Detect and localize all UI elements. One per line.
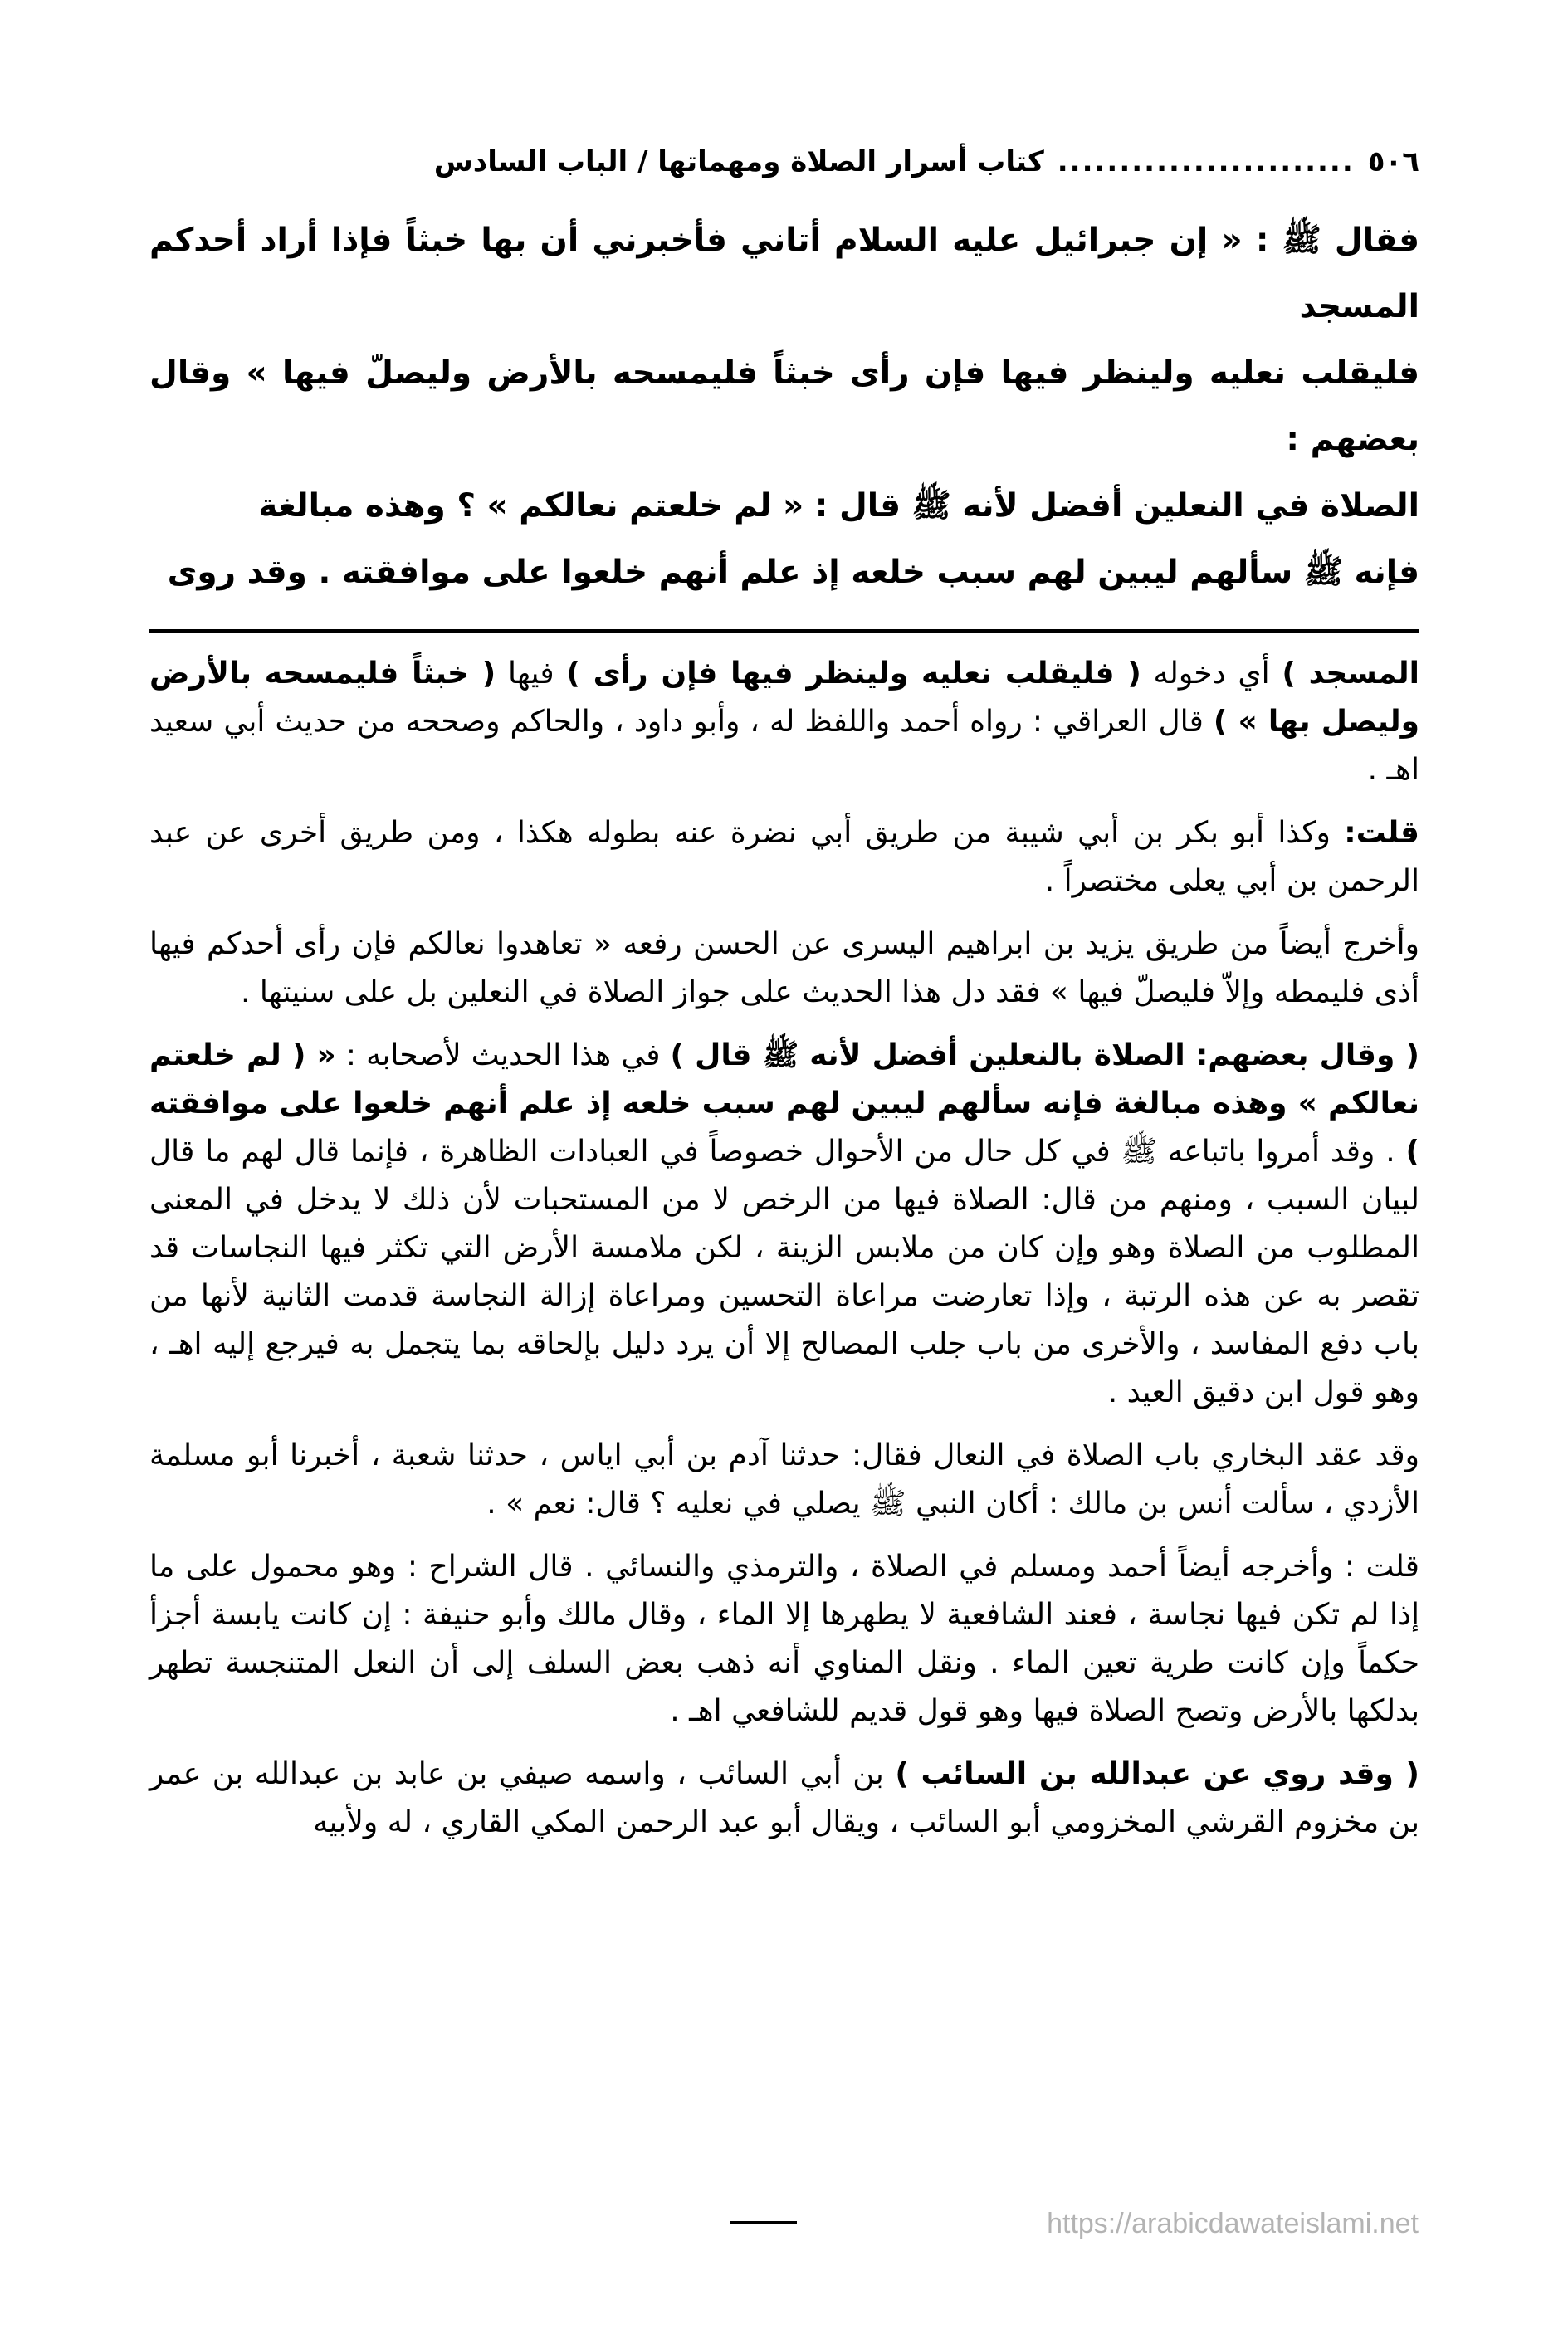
commentary-paragraph — [149, 1432, 1419, 1528]
quoted-matn-segment: قلت: — [1344, 816, 1419, 850]
quoted-matn-segment: « ( لم خلعتم نعالكم » وهذه مبالغة فإنه سألهم ليبين لهم سبب خلعه إذ علم أنهم خلعوا على موافقته ) — [149, 1038, 1419, 1169]
commentary-segment: قلت : وأخرجه أيضاً أحمد ومسلم في الصلاة ، والترمذي والنسائي . قال الشراح : وهو محمول على ما إذا لم تكن فيها نجاسة ، فعند الشافعية لا يطهرها إلا الماء ، وقال مالك وأبو حنيفة : إن كانت يابسة أجزأ حكماً وإن كانت طرية تعين الماء . ونقل المناوي أنه ذهب بعض السلف إلى أن النعل المتنجسة تطهر بدلكها بالأرض وتصح الصلاة فيها وهو قول قديم للشافعي اهـ . — [149, 1550, 1419, 1728]
running-title: كتاب أسرار الصلاة ومهماتها / الباب السادس — [433, 145, 1044, 178]
commentary-segment: فيها — [496, 657, 567, 691]
main-text-line: الصلاة في النعلين أفضل لأنه ﷺ قال : « لم خلعتم نعالكم » ؟ وهذه مبالغة — [258, 487, 1419, 525]
commentary-segment: أي دخوله — [1141, 657, 1282, 691]
quoted-matn-segment: ( فليقلب نعليه ولينظر فيها فإن رأى ) — [566, 657, 1141, 691]
commentary-paragraph — [149, 1032, 1419, 1417]
quoted-matn-segment: ( وقد روي عن عبدالله بن السائب ) — [895, 1757, 1419, 1791]
commentary-paragraph — [149, 921, 1419, 1017]
main-text-line: فقال ﷺ : « إن جبرائيل عليه السلام أتاني فأخبرني أن بها خبثاً فإذا أراد أحدكم المسجد — [149, 222, 1419, 325]
page-number: ٥٠٦ — [1367, 145, 1419, 178]
commentary-segment: بن أبي السائب ، واسمه صيفي بن عابد بن عبدالله بن عمر بن مخزوم القرشي المخزومي أبو السائب ، ويقال أبو عبد الرحمن المكي القاري ، له ولأبيه — [149, 1757, 1419, 1839]
quoted-matn-segment: ( وقال بعضهم: الصلاة بالنعلين أفضل لأنه ﷺ قال ) — [670, 1038, 1419, 1072]
commentary-segment: وأخرج أيضاً من طريق يزيد بن ابراهيم اليسرى عن الحسن رفعه « تعاهدوا نعالكم فإن رأى أحدكم فيها أذى فليمطه وإلاّ فليصلّ فيها » فقد دل هذا الحديث على جواز الصلاة في النعلين بل على سنيتها . — [149, 927, 1419, 1009]
commentary-paragraph — [149, 1543, 1419, 1736]
commentary-segment: قال العراقي : رواه أحمد واللفظ له ، وأبو داود ، والحاكم وصححه من حديث أبي سعيد اهـ . — [149, 705, 1419, 787]
commentary-segment: في هذا الحديث لأصحابه : — [335, 1038, 671, 1072]
footer-rule — [730, 2221, 797, 2224]
main-text-line: فليقلب نعليه ولينظر فيها فإن رأى خبثاً فليمسحه بالأرض وليصلّ فيها » وقال بعضهم : — [149, 354, 1419, 458]
leader-dots: ........................ — [1057, 145, 1355, 178]
running-header — [149, 125, 1419, 199]
main-text-line: فإنه ﷺ سألهم ليبين لهم سبب خلعه إذ علم أنهم خلعوا على موافقته . وقد روى — [167, 554, 1419, 591]
quoted-matn-segment: المسجد ) — [1282, 657, 1419, 691]
commentary-segment: وقد عقد البخاري باب الصلاة في النعال فقال: حدثنا آدم بن أبي اياس ، حدثنا شعبة ، أخبرنا أبو مسلمة الأزدي ، سألت أنس بن مالك : أكان النبي ﷺ يصلي في نعليه ؟ قال: نعم » . — [149, 1438, 1419, 1521]
book-page — [149, 125, 1419, 1862]
commentary-paragraph — [149, 650, 1419, 794]
commentary-segment: . وقد أمروا باتباعه ﷺ في كل حال من الأحوال خصوصاً في العبادات الظاهرة ، فإنما قال لهم ما قال لبيان السبب ، ومنهم من قال: الصلاة فيها من الرخص لا من المستحبات لأن ذلك لا يدخل في المعنى المطلوب من الصلاة وهو وإن كان من ملابس الزينة ، لكن ملامسة الأرض التي تكثر فيها النجاسات قد تقصر به عن هذه الرتبة ، وإذا تعارضت مراعاة التحسين ومراعاة إزالة النجاسة قدمت الثانية لأنها من باب دفع المفاسد ، والأخرى من باب جلب المصالح إلا أن يرد دليل بإلحاقه بما يتجمل به فيرجع إليه اهـ ، وهو قول ابن دقيق العيد . — [149, 1135, 1419, 1409]
commentary — [149, 650, 1419, 1847]
commentary-segment: وكذا أبو بكر بن أبي شيبة من طريق أبي نضرة عنه بطوله هكذا ، ومن طريق أخرى عن عبد الرحمن بن أبي يعلى مختصراً . — [149, 816, 1419, 898]
commentary-paragraph — [149, 809, 1419, 906]
quoted-matn-segment: ( خبثاً فليمسحه بالأرض وليصل بها » ) — [149, 657, 1419, 739]
watermark-url[interactable]: https://arabicdawateislami.net — [1047, 2208, 1419, 2239]
section-divider — [149, 629, 1419, 633]
main-text — [149, 208, 1419, 606]
commentary-paragraph — [149, 1751, 1419, 1847]
